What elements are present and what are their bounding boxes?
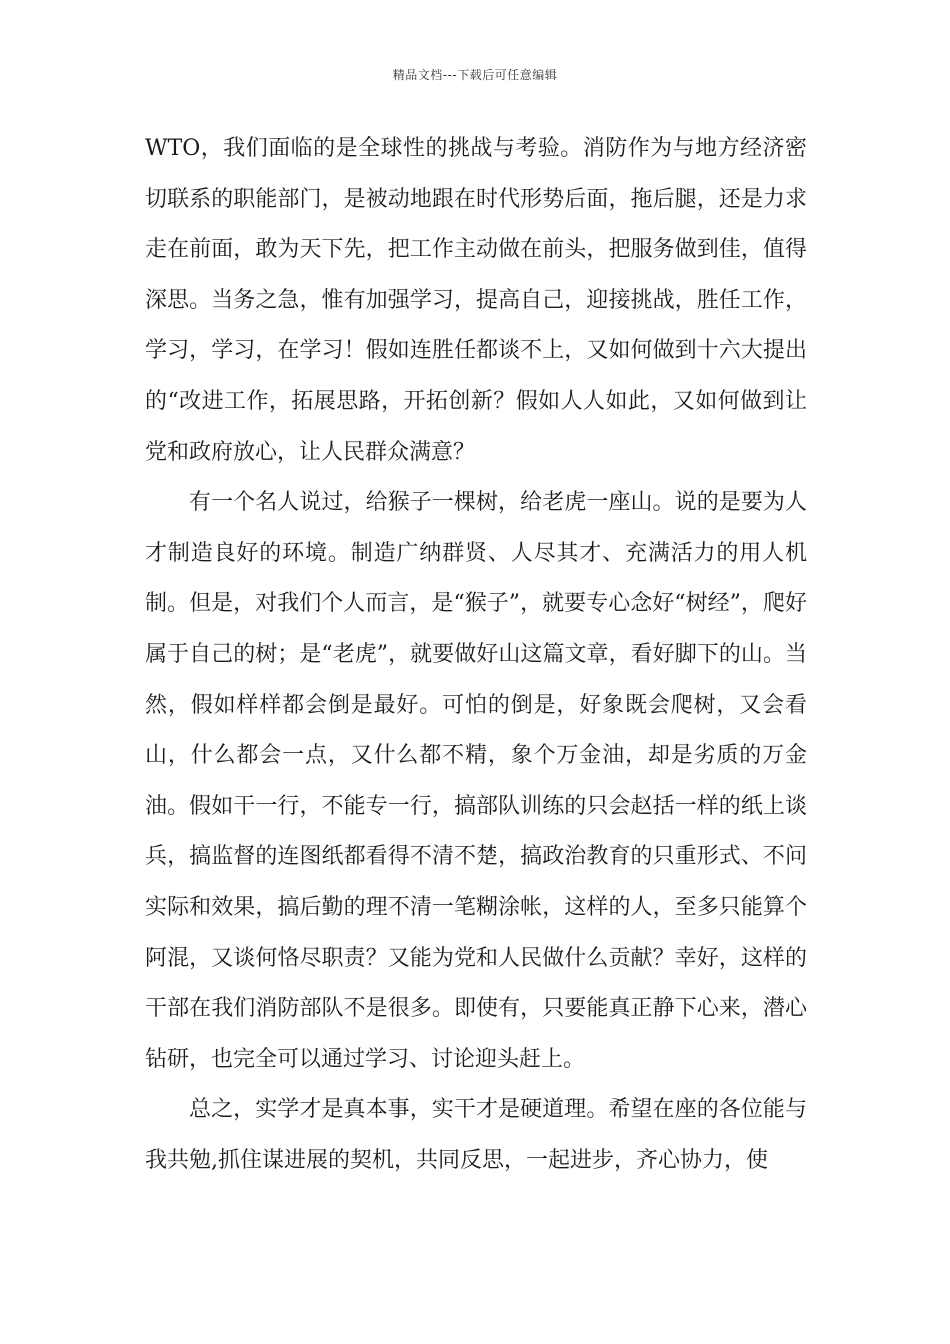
document-body [145,124,807,1186]
paragraph-2: 有一个名人说过，给猴子一棵树，给老虎一座山。说的是要为人才制造良好的环境。制造广纳群贤、人尽其才、充满活力的用人机制。但是，对我们个人而言，是“猴子”，就要专心念好“树经”，爬好属于自己的树；是“老虎”，就要做好山这篇文章，看好脚下的山。当然，假如样样都会倒是最好。可怕的倒是，好象既会爬树，又会看山，什么都会一点，又什么都不精，象个万金油，却是劣质的万金油。假如干一行，不能专一行，搞部队训练的只会赵括一样的纸上谈兵，搞监督的连图纸都看得不清不楚，搞政治教育的只重形式、不问实际和效果，搞后勤的理不清一笔糊涂帐，这样的人，至多只能算个阿混，又谈何恪尽职责？又能为党和人民做什么贡献？幸好，这样的干部在我们消防部队不是很多。即使有，只要能真正静下心来，潜心钻研，也完全可以通过学习、讨论迎头赶上。 [145,490,807,1072]
paragraph-3: 总之，实学才是真本事，实干才是硬道理。希望在座的各位能与我共勉,抓住谋进展的契机，共同反思，一起进步，齐心协力，使 [145,1097,807,1173]
paragraph-1: WTO，我们面临的是全球性的挑战与考验。消防作为与地方经济密切联系的职能部门，是被动地跟在时代形势后面，拖后腿，还是力求走在前面，敢为天下先，把工作主动做在前头，把服务做到佳，值得深思。当务之急，惟有加强学习，提高自己，迎接挑战，胜任工作，学习，学习，在学习！假如连胜任都谈不上，又如何做到十六大提出的“改进工作，拓展思路，开拓创新？假如人人如此，又如何做到让党和政府放心，让人民群众满意？ [145,136,807,465]
page-header: 精品文档---下载后可任意编辑 [392,68,558,82]
